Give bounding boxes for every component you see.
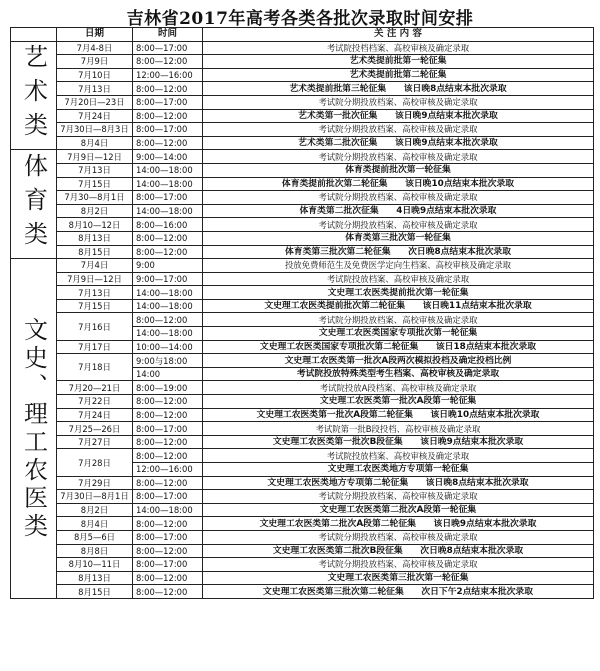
time-cell: 8:00—17:00 (133, 490, 203, 504)
content-cell: 考试院分期投放档案、高校审核及确定录取 (203, 530, 594, 544)
time-cell: 8:00—12:00 (133, 395, 203, 409)
time-cell: 8:00—17:00 (133, 191, 203, 205)
date-cell: 7月4日 (57, 259, 133, 273)
content-cell: 文史理工农医类第三批次第一轮征集 (203, 571, 594, 585)
content-cell: 文史理工农医类第一批次A段第二轮征集 该日晚10点结束本批次录取 (203, 408, 594, 422)
content-cell: 文史理工农医类第二批次A段第二轮征集 该日晚9点结束本批次录取 (203, 517, 594, 531)
header-row (11, 28, 594, 42)
category-label (11, 41, 57, 150)
table-row (11, 422, 594, 436)
date-cell: 7月16日 (57, 313, 133, 340)
table-row (11, 245, 594, 259)
content-cell: 艺术类提前批第一轮征集 (203, 55, 594, 69)
time-cell: 12:00—16:00 (133, 463, 203, 477)
table-row (11, 517, 594, 531)
time-cell: 14:00—18:00 (133, 299, 203, 313)
table-row (11, 313, 594, 327)
table-row (11, 476, 594, 490)
time-cell: 9:00 (133, 259, 203, 273)
time-cell: 8:00—12:00 (133, 136, 203, 150)
date-cell: 7月30日—8月3日 (57, 123, 133, 137)
schedule-body (11, 41, 594, 598)
date-cell: 8月5—6日 (57, 530, 133, 544)
date-cell: 7月10日 (57, 68, 133, 82)
table-row (11, 272, 594, 286)
date-cell: 7月24日 (57, 109, 133, 123)
table-row (11, 571, 594, 585)
date-cell: 8月4日 (57, 136, 133, 150)
table-row (11, 204, 594, 218)
table-row (11, 150, 594, 164)
content-cell: 文史理工农医类地方专项第一轮征集 (203, 463, 594, 477)
time-cell: 14:00—18:00 (133, 503, 203, 517)
content-cell: 考试院分期投放档案、高校审核及确定录取 (203, 123, 594, 137)
content-cell: 考试院分期投放档案、高校审核及确定录取 (203, 150, 594, 164)
date-cell: 7月28日 (57, 449, 133, 476)
date-cell: 7月9日 (57, 55, 133, 69)
header-time: 时间 (133, 28, 203, 42)
table-row (11, 95, 594, 109)
date-cell: 8月15日 (57, 585, 133, 599)
table-row (11, 530, 594, 544)
content-cell: 考试院投放A段档案、高校审核及确定录取 (203, 381, 594, 395)
date-cell: 7月17日 (57, 340, 133, 354)
content-cell: 投放免费师范生及免费医学定向生档案、高校审核及确定录取 (203, 259, 594, 273)
content-cell: 文史理工农医类国家专项批次第一轮征集 (203, 327, 594, 341)
date-cell: 7月27日 (57, 435, 133, 449)
time-cell: 14:00—18:00 (133, 204, 203, 218)
content-cell: 考试院分期投放档案、高校审核及确定录取 (203, 558, 594, 572)
time-cell: 14:00 (133, 367, 203, 381)
table-row (11, 395, 594, 409)
date-cell: 7月20日—23日 (57, 95, 133, 109)
page-title: 吉林省2017年高考各类各批次录取时间安排 (126, 9, 474, 29)
date-cell: 7月18日 (57, 354, 133, 381)
time-cell: 8:00—19:00 (133, 381, 203, 395)
content-cell: 体育类提前批次第二轮征集 该日晚10点结束本批次录取 (203, 177, 594, 191)
date-cell: 8月13日 (57, 571, 133, 585)
time-cell: 8:00—17:00 (133, 558, 203, 572)
date-cell: 7月30—8月1日 (57, 191, 133, 205)
time-cell: 8:00—16:00 (133, 218, 203, 232)
date-cell: 7月25—26日 (57, 422, 133, 436)
content-cell: 考试院第一批B段投档、高校审核及确定录取 (203, 422, 594, 436)
content-cell: 文史理工农医类第三批次第二轮征集 次日下午2点结束本批次录取 (203, 585, 594, 599)
time-cell: 8:00—12:00 (133, 449, 203, 463)
time-cell: 8:00—12:00 (133, 476, 203, 490)
table-row (11, 286, 594, 300)
table-row (11, 585, 594, 599)
content-cell: 文史理工农医类第二批次A段第一轮征集 (203, 503, 594, 517)
content-cell: 艺术类第一批次征集 该日晚9点结束本批次录取 (203, 109, 594, 123)
table-row (11, 231, 594, 245)
time-cell: 8:00—12:00 (133, 517, 203, 531)
content-cell: 考试院分期投放档案、高校审核及确定录取 (203, 218, 594, 232)
header-date: 日期 (57, 28, 133, 42)
table-row (11, 544, 594, 558)
date-cell: 8月10—11日 (57, 558, 133, 572)
table-row (11, 218, 594, 232)
category-label (11, 150, 57, 259)
header-content: 关 注 内 容 (203, 28, 594, 42)
date-cell: 8月10—12日 (57, 218, 133, 232)
date-cell: 7月22日 (57, 395, 133, 409)
time-cell: 14:00—18:00 (133, 177, 203, 191)
date-cell: 7月13日 (57, 82, 133, 96)
time-cell: 8:00—12:00 (133, 245, 203, 259)
table-row (11, 503, 594, 517)
table-row (11, 191, 594, 205)
content-cell: 文史理工农医类第一批次A段两次模拟投档及确定投档比例 (203, 354, 594, 368)
date-cell: 7月4-8日 (57, 41, 133, 55)
content-cell: 艺术类第二批次征集 该日晚9点结束本批次录取 (203, 136, 594, 150)
table-row (11, 259, 594, 273)
table-row (11, 381, 594, 395)
category-text: 体育类 (19, 153, 48, 256)
category-text: 文史、理工农医类 (19, 316, 48, 541)
content-cell: 文史理工农医类提前批次第二轮征集 该日晚11点结束本批次录取 (203, 299, 594, 313)
date-cell: 7月24日 (57, 408, 133, 422)
time-cell: 8:00—12:00 (133, 313, 203, 327)
time-cell: 9:00—14:00 (133, 150, 203, 164)
time-cell: 9:00—17:00 (133, 272, 203, 286)
schedule-table (10, 27, 594, 599)
content-cell: 体育类第二批次征集 4日晚9点结束本批次录取 (203, 204, 594, 218)
time-cell: 8:00—12:00 (133, 585, 203, 599)
time-cell: 8:00—12:00 (133, 109, 203, 123)
date-cell: 7月9日—12日 (57, 272, 133, 286)
time-cell: 8:00—17:00 (133, 95, 203, 109)
date-cell: 8月2日 (57, 503, 133, 517)
table-row (11, 109, 594, 123)
table-row (11, 177, 594, 191)
content-cell: 考试院分期投放档案、高校审核及确定录取 (203, 95, 594, 109)
time-cell: 8:00—12:00 (133, 82, 203, 96)
time-cell: 8:00—12:00 (133, 544, 203, 558)
date-cell: 7月29日 (57, 476, 133, 490)
time-cell: 10:00—14:00 (133, 340, 203, 354)
content-cell: 考试院分期投放档案、高校审核及确定录取 (203, 191, 594, 205)
time-cell: 8:00—17:00 (133, 123, 203, 137)
date-cell: 7月20—21日 (57, 381, 133, 395)
time-cell: 8:00—12:00 (133, 408, 203, 422)
time-cell: 8:00—17:00 (133, 530, 203, 544)
date-cell: 8月4日 (57, 517, 133, 531)
date-cell: 7月30日—8月1日 (57, 490, 133, 504)
date-cell: 7月13日 (57, 286, 133, 300)
table-row (11, 435, 594, 449)
table-row (11, 82, 594, 96)
date-cell: 7月15日 (57, 299, 133, 313)
table-row (11, 299, 594, 313)
date-cell: 8月8日 (57, 544, 133, 558)
time-cell: 14:00—18:00 (133, 327, 203, 341)
table-row (11, 68, 594, 82)
time-cell: 12:00—16:00 (133, 68, 203, 82)
table-row (11, 449, 594, 463)
content-cell: 艺术类提前批第二轮征集 (203, 68, 594, 82)
category-label (11, 259, 57, 599)
content-cell: 考试院投放档案、高校审核及确定录取 (203, 449, 594, 463)
table-row (11, 558, 594, 572)
table-row (11, 41, 594, 55)
content-cell: 文史理工农医类提前批次第一轮征集 (203, 286, 594, 300)
time-cell: 8:00—17:00 (133, 41, 203, 55)
content-cell: 考试院分期投放档案、高校审核及确定录取 (203, 313, 594, 327)
header-category (11, 28, 57, 42)
content-cell: 艺术类提前批第三轮征集 该日晚8点结束本批次录取 (203, 82, 594, 96)
table-row (11, 163, 594, 177)
time-cell: 14:00—18:00 (133, 163, 203, 177)
table-row (11, 136, 594, 150)
content-cell: 考试院投档档案、高校审核及确定录取 (203, 41, 594, 55)
content-cell: 体育类提前批次第一轮征集 (203, 163, 594, 177)
date-cell: 8月15日 (57, 245, 133, 259)
table-row (11, 123, 594, 137)
content-cell: 考试院分期投放档案、高校审核及确定录取 (203, 490, 594, 504)
table-row (11, 490, 594, 504)
table-row (11, 340, 594, 354)
content-cell: 考试院投放档案、高校审核及确定录取 (203, 272, 594, 286)
date-cell: 7月15日 (57, 177, 133, 191)
time-cell: 8:00—12:00 (133, 571, 203, 585)
date-cell: 8月13日 (57, 231, 133, 245)
content-cell: 文史理工农医类第一批次B段征集 该日晚9点结束本批次录取 (203, 435, 594, 449)
table-row (11, 354, 594, 368)
time-cell: 8:00—12:00 (133, 231, 203, 245)
content-cell: 文史理工农医类地方专项第二轮征集 该日晚8点结束本批次录取 (203, 476, 594, 490)
time-cell: 9:00与18:00 (133, 354, 203, 368)
category-text: 艺术类 (19, 44, 48, 147)
content-cell: 文史理工农医类第一批次A段第一轮征集 (203, 395, 594, 409)
content-cell: 文史理工农医类国家专项批次第二轮征集 该日18点结束本批次录取 (203, 340, 594, 354)
content-cell: 体育类第三批次第二轮征集 次日晚8点结束本批次录取 (203, 245, 594, 259)
time-cell: 14:00—18:00 (133, 286, 203, 300)
date-cell: 7月13日 (57, 163, 133, 177)
date-cell: 8月2日 (57, 204, 133, 218)
content-cell: 文史理工农医类第二批次B段征集 次日晚8点结束本批次录取 (203, 544, 594, 558)
time-cell: 8:00—12:00 (133, 435, 203, 449)
content-cell: 体育类第三批次第一轮征集 (203, 231, 594, 245)
date-cell: 7月9日—12日 (57, 150, 133, 164)
table-row (11, 55, 594, 69)
content-cell: 考试院投放特殊类型考生档案、高校审核及确定录取 (203, 367, 594, 381)
time-cell: 8:00—12:00 (133, 55, 203, 69)
time-cell: 8:00—17:00 (133, 422, 203, 436)
table-row (11, 408, 594, 422)
